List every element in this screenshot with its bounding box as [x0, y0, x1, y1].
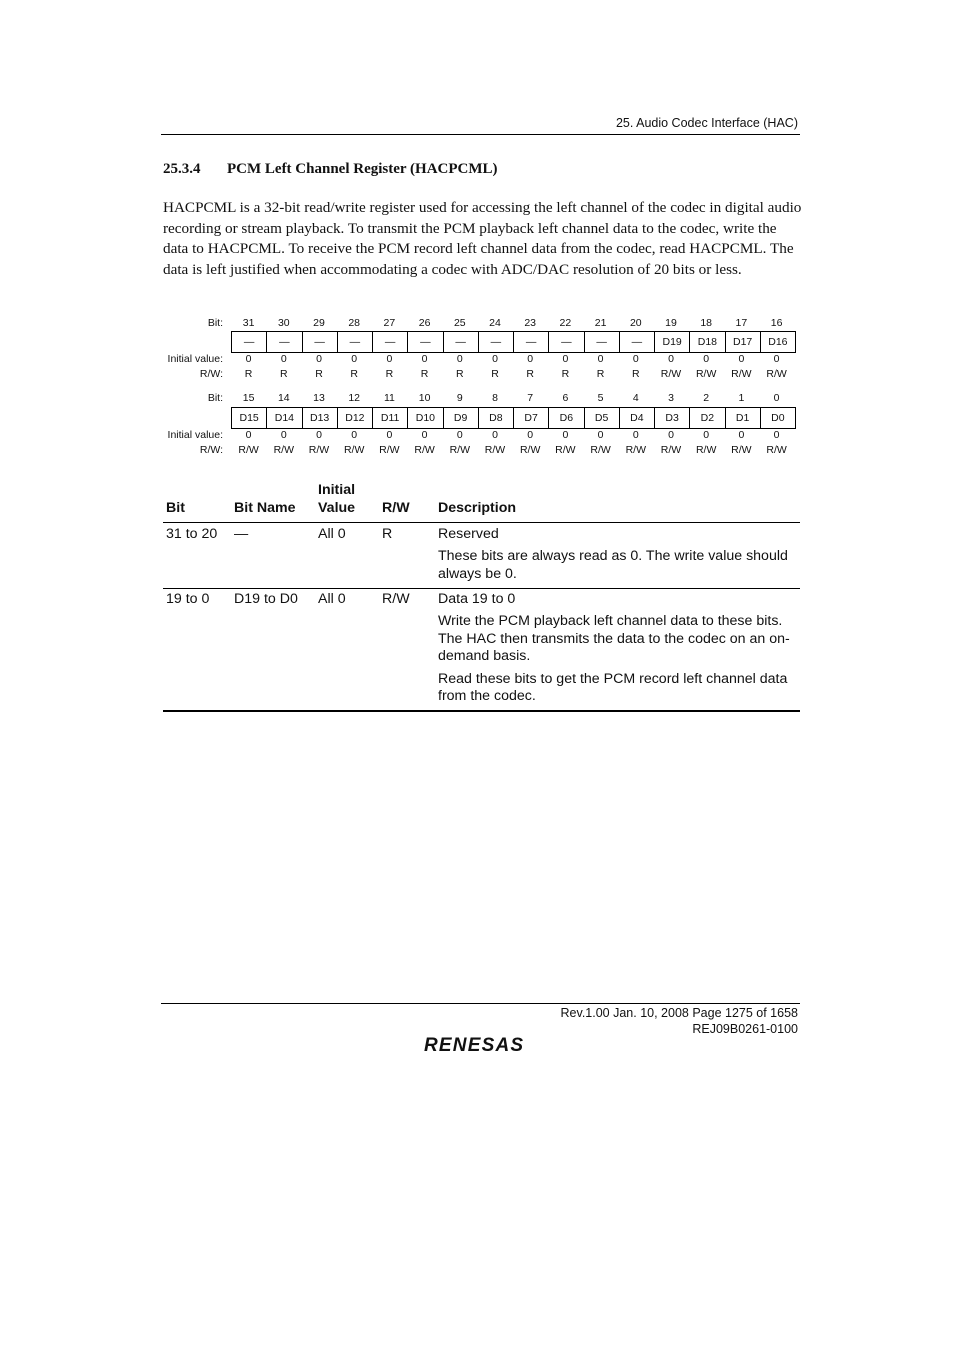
rw-label-upper: R/W:	[199, 368, 223, 380]
register-bit-field: D2	[690, 408, 725, 428]
register-bit-field: D6	[549, 408, 584, 428]
row-desc-line: Write the PCM playback left channel data to these bits.	[438, 613, 783, 629]
register-bit-field: D5	[585, 408, 620, 428]
register-cell: 24	[489, 317, 501, 329]
row-desc-line: Read these bits to get the PCM record left channel data	[438, 671, 788, 687]
register-cell: 0	[316, 429, 322, 441]
table-bottom-rule	[163, 710, 800, 712]
rw-label-lower: R/W:	[199, 444, 223, 456]
register-bit-field: D12	[338, 408, 373, 428]
table-header-rule	[163, 522, 800, 523]
register-cell: 0	[773, 392, 780, 404]
register-cell: 19	[665, 317, 677, 329]
revision-text: Rev.1.00 Jan. 10, 2008 Page 1275 of 1658	[560, 1006, 798, 1020]
section-number: 25.3.4	[163, 161, 201, 177]
register-cell: R	[315, 368, 323, 380]
row-bit: 19 to 0	[166, 591, 210, 607]
register-cell: 0	[668, 353, 674, 365]
register-cell: 27	[383, 317, 396, 329]
register-cell: 23	[524, 317, 537, 329]
row-desc-title: Reserved	[438, 526, 499, 542]
register-cell: 0	[703, 429, 710, 441]
register-cell: 0	[773, 429, 780, 441]
register-cell: R/W	[555, 444, 576, 456]
register-bit-field: —	[444, 332, 479, 352]
initial-label-lower: Initial value:	[167, 429, 223, 441]
register-bit-field: D9	[444, 408, 479, 428]
register-bit-field: —	[373, 332, 408, 352]
register-bit-field: —	[408, 332, 443, 352]
row-bit: 31 to 20	[166, 526, 218, 542]
register-cell: 22	[559, 317, 572, 329]
header-rule	[161, 134, 800, 135]
register-cell: 0	[738, 429, 745, 441]
row-rw: R/W	[382, 591, 410, 607]
register-cell: R/W	[766, 444, 787, 456]
register-cell: 21	[594, 317, 607, 329]
register-cell: 14	[277, 392, 290, 404]
register-cell: 30	[277, 317, 290, 329]
register-bit-field: D10	[408, 408, 443, 428]
register-cell: R/W	[695, 444, 717, 456]
register-cell: 20	[629, 317, 642, 329]
register-cell: 0	[386, 429, 393, 441]
register-cell: R/W	[449, 444, 470, 456]
register-cell: R/W	[660, 444, 682, 456]
register-cell: 31	[242, 317, 255, 329]
register-cell: 16	[770, 317, 783, 329]
register-cell: R/W	[343, 444, 365, 456]
register-cell: 8	[492, 392, 498, 404]
register-cell: R	[244, 368, 253, 380]
register-cell: 13	[313, 392, 325, 404]
col-header-description: Description	[438, 500, 517, 516]
initial-label-upper: Initial value:	[167, 353, 223, 365]
register-cell: 0	[245, 429, 252, 441]
register-cell: 0	[492, 429, 498, 441]
row-initial: All 0	[318, 591, 346, 607]
register-bit-field: D0	[771, 412, 785, 424]
section-heading	[163, 161, 498, 178]
register-bit-field: D7	[514, 408, 549, 428]
bit-label-lower: Bit:	[207, 392, 223, 404]
register-cell: 0	[245, 353, 252, 365]
register-cell: R	[526, 368, 534, 380]
register-cell: R/W	[590, 444, 611, 456]
register-cell: 0	[280, 429, 287, 441]
register-cell: 12	[348, 392, 361, 404]
register-bit-field: D8	[479, 408, 514, 428]
register-cell: R/W	[238, 444, 259, 456]
register-cell: R	[561, 368, 570, 380]
register-cell: 0	[668, 429, 674, 441]
register-cell: R	[350, 368, 358, 380]
register-bit-field: —	[620, 332, 655, 352]
row-desc-line: The HAC then transmits the data to the codec on an on-	[438, 631, 790, 647]
register-cell: 0	[703, 353, 710, 365]
document-id: REJ09B0261-0100	[692, 1021, 798, 1036]
register-cell: 11	[383, 392, 395, 404]
col-header-bit-name: Bit Name	[234, 500, 296, 516]
register-cell: 0	[421, 353, 428, 365]
register-bit-field: D15	[232, 408, 267, 428]
register-cell: R/W	[731, 444, 752, 456]
register-bit-field: D4	[620, 408, 655, 428]
register-cell: R/W	[625, 444, 646, 456]
footer-revision	[561, 1006, 798, 1037]
renesas-logo-mark	[422, 1033, 540, 1055]
lower-register-box	[231, 407, 796, 429]
register-cell: R/W	[731, 368, 752, 380]
register-cell: 0	[456, 353, 463, 365]
row-desc-line: These bits are always read as 0. The write value should	[438, 548, 788, 564]
register-cell: 28	[348, 317, 361, 329]
col-header-rw: R/W	[382, 500, 410, 516]
register-bit-field: —	[585, 332, 620, 352]
register-bit-field: —	[549, 332, 584, 352]
register-cell: 26	[418, 317, 431, 329]
row-desc-line: demand basis.	[438, 648, 531, 664]
row-bit-name: D19 to D0	[234, 591, 298, 607]
register-cell: R	[385, 368, 394, 380]
register-bit-field: D3	[655, 408, 690, 428]
register-cell: 0	[527, 429, 534, 441]
register-cell: R/W	[519, 444, 541, 456]
renesas-logo	[422, 1033, 540, 1060]
col-header-bit: Bit	[166, 500, 185, 516]
register-bit-field: —	[514, 332, 549, 352]
register-cell: 0	[386, 353, 393, 365]
register-bit-field: —	[479, 332, 514, 352]
footer-rule	[161, 1003, 800, 1004]
register-cell: 25	[453, 317, 466, 329]
register-bit-field: D11	[373, 408, 408, 428]
register-cell: 9	[456, 392, 463, 404]
register-cell: 0	[597, 353, 604, 365]
table-row-rule	[163, 588, 800, 589]
register-cell: 0	[492, 353, 498, 365]
register-cell: 29	[313, 317, 325, 329]
register-cell: R	[455, 368, 464, 380]
register-cell: 15	[242, 392, 255, 404]
register-cell: 0	[773, 353, 780, 365]
register-cell: R/W	[695, 368, 717, 380]
register-cell: 5	[597, 392, 604, 404]
register-cell: 0	[527, 353, 534, 365]
register-cell: R/W	[379, 444, 400, 456]
section-title: PCM Left Channel Register (HACPCML)	[227, 161, 498, 177]
svg-text:RENESAS: RENESAS	[424, 1035, 525, 1055]
row-bit-name: —	[234, 526, 249, 542]
running-header: 25. Audio Codec Interface (HAC)	[615, 116, 798, 130]
register-cell: 0	[632, 353, 639, 365]
register-cell: 7	[527, 392, 534, 404]
register-cell: 10	[418, 392, 431, 404]
register-cell: 6	[562, 392, 569, 404]
register-cell: 0	[597, 429, 604, 441]
register-cell: 0	[280, 353, 287, 365]
register-cell: 2	[703, 392, 710, 404]
register-cell: R	[596, 368, 605, 380]
col-header-initial: Initial	[318, 482, 356, 498]
upper-register-box	[231, 331, 796, 353]
register-cell: R	[420, 368, 429, 380]
register-cell: R/W	[414, 444, 435, 456]
register-cell: 0	[421, 429, 428, 441]
register-cell: 1	[738, 392, 745, 404]
row-desc-line: always be 0.	[438, 566, 517, 582]
row-initial: All 0	[318, 526, 346, 542]
register-cell: 0	[562, 429, 569, 441]
register-bit-field: D19	[655, 332, 690, 352]
register-bit-field: D13	[303, 408, 338, 428]
register-cell: 0	[316, 353, 322, 365]
register-bit-field: —	[232, 332, 267, 352]
register-cell: R	[631, 368, 640, 380]
col-header-value: Value	[318, 500, 356, 516]
register-cell: R/W	[766, 368, 787, 380]
register-cell: 17	[735, 317, 748, 329]
register-cell: 0	[738, 353, 745, 365]
register-bit-field: —	[303, 332, 338, 352]
intro-paragraph: HACPCML is a 32-bit read/write register used for accessing the left channel of the codec in digital audio recording or stream playback. To transmit the PCM playback left channel data to the codec, write the data to HACPCML. To receive the PCM record left channel data from the codec, read HACPCML. The data is left justified when accommodating a codec with ADC/DAC resolution of 20 bits or less.	[163, 199, 802, 279]
register-bit-field: —	[338, 332, 373, 352]
register-bit-field: D16	[768, 336, 788, 348]
register-cell: R	[279, 368, 288, 380]
row-rw: R	[382, 526, 393, 542]
register-cell: 0	[351, 353, 358, 365]
register-bit-field: D14	[267, 408, 302, 428]
register-cell: 0	[562, 353, 569, 365]
row-desc-title: Data 19 to 0	[438, 591, 516, 607]
register-bit-field: —	[267, 332, 302, 352]
register-cell: R/W	[273, 444, 294, 456]
register-cell: 0	[456, 429, 463, 441]
register-cell: R/W	[484, 444, 506, 456]
register-cell: R/W	[660, 368, 682, 380]
register-bit-field: D17	[726, 332, 761, 352]
register-cell: 18	[700, 317, 713, 329]
register-cell: R	[491, 368, 499, 380]
register-cell: 0	[632, 429, 639, 441]
row-desc-line: from the codec.	[438, 688, 536, 704]
register-cell: 4	[632, 392, 639, 404]
bit-label-upper: Bit:	[207, 317, 223, 329]
register-cell: 3	[668, 392, 674, 404]
register-bit-field: D18	[690, 332, 725, 352]
register-bit-field: D1	[726, 408, 761, 428]
register-cell: R/W	[308, 444, 330, 456]
register-cell: 0	[351, 429, 358, 441]
